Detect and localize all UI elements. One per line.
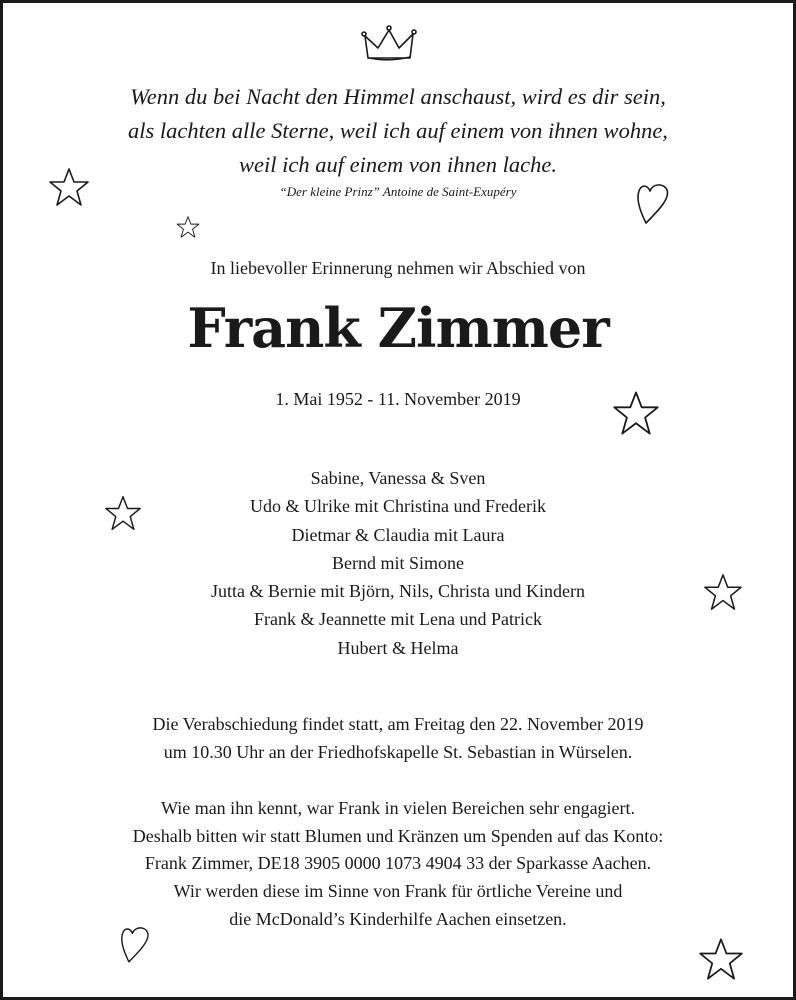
funeral-line: Die Verabschiedung findet statt, am Freitag den 22. November 2019 <box>152 714 644 734</box>
quote-line: weil ich auf einem von ihnen lache. <box>238 152 558 177</box>
star-icon <box>176 215 200 239</box>
funeral-info <box>0 711 796 766</box>
funeral-line: um 10.30 Uhr an der Friedhofskapelle St. Sebastian in Würselen. <box>163 741 633 762</box>
mourner-line: Jutta & Bernie mit Björn, Nils, Christa und Kindern <box>211 581 585 602</box>
quote-line: Wenn du bei Nacht den Himmel anschaust, wird es dir sein, <box>130 84 666 109</box>
crown-icon <box>362 24 418 64</box>
donation-info <box>0 795 796 934</box>
deceased-name: Frank Zimmer <box>187 296 609 360</box>
donation-line: Wie man ihn kennt, war Frank in vielen Bereichen sehr engagiert. <box>160 798 636 818</box>
mourners-list <box>0 464 796 662</box>
mourner-line: Sabine, Vanessa & Sven <box>310 468 486 488</box>
star-icon <box>698 936 744 982</box>
quote-source: “Der kleine Prinz” Antoine de Saint-Exupéry <box>279 184 517 199</box>
mourner-line: Frank & Jeannette mit Lena und Patrick <box>254 609 542 630</box>
mourner-line: Dietmar & Claudia mit Laura <box>291 524 505 545</box>
quote-line: als lachten alle Sterne, weil ich auf einem von ihnen wohne, <box>128 118 668 143</box>
donation-line: Frank Zimmer, DE18 3905 0000 1073 4904 33 der Sparkasse Aachen. <box>144 853 652 874</box>
donation-line: Wir werden diese im Sinne von Frank für örtliche Vereine und <box>173 881 623 902</box>
quote <box>0 80 796 182</box>
donation-line: Deshalb bitten wir statt Blumen und Kränzen um Spenden auf das Konto: <box>132 825 664 846</box>
donation-line: die McDonald’s Kinderhilfe Aachen einsetzen. <box>229 908 567 929</box>
mourner-line: Hubert & Helma <box>337 637 459 658</box>
life-dates: 1. Mai 1952 - 11. November 2019 <box>275 389 521 409</box>
intro-text: In liebevoller Erinnerung nehmen wir Abschied von <box>210 258 586 278</box>
mourner-line: Udo & Ulrike mit Christina und Frederik <box>250 496 546 517</box>
mourner-line: Bernd mit Simone <box>332 552 464 573</box>
